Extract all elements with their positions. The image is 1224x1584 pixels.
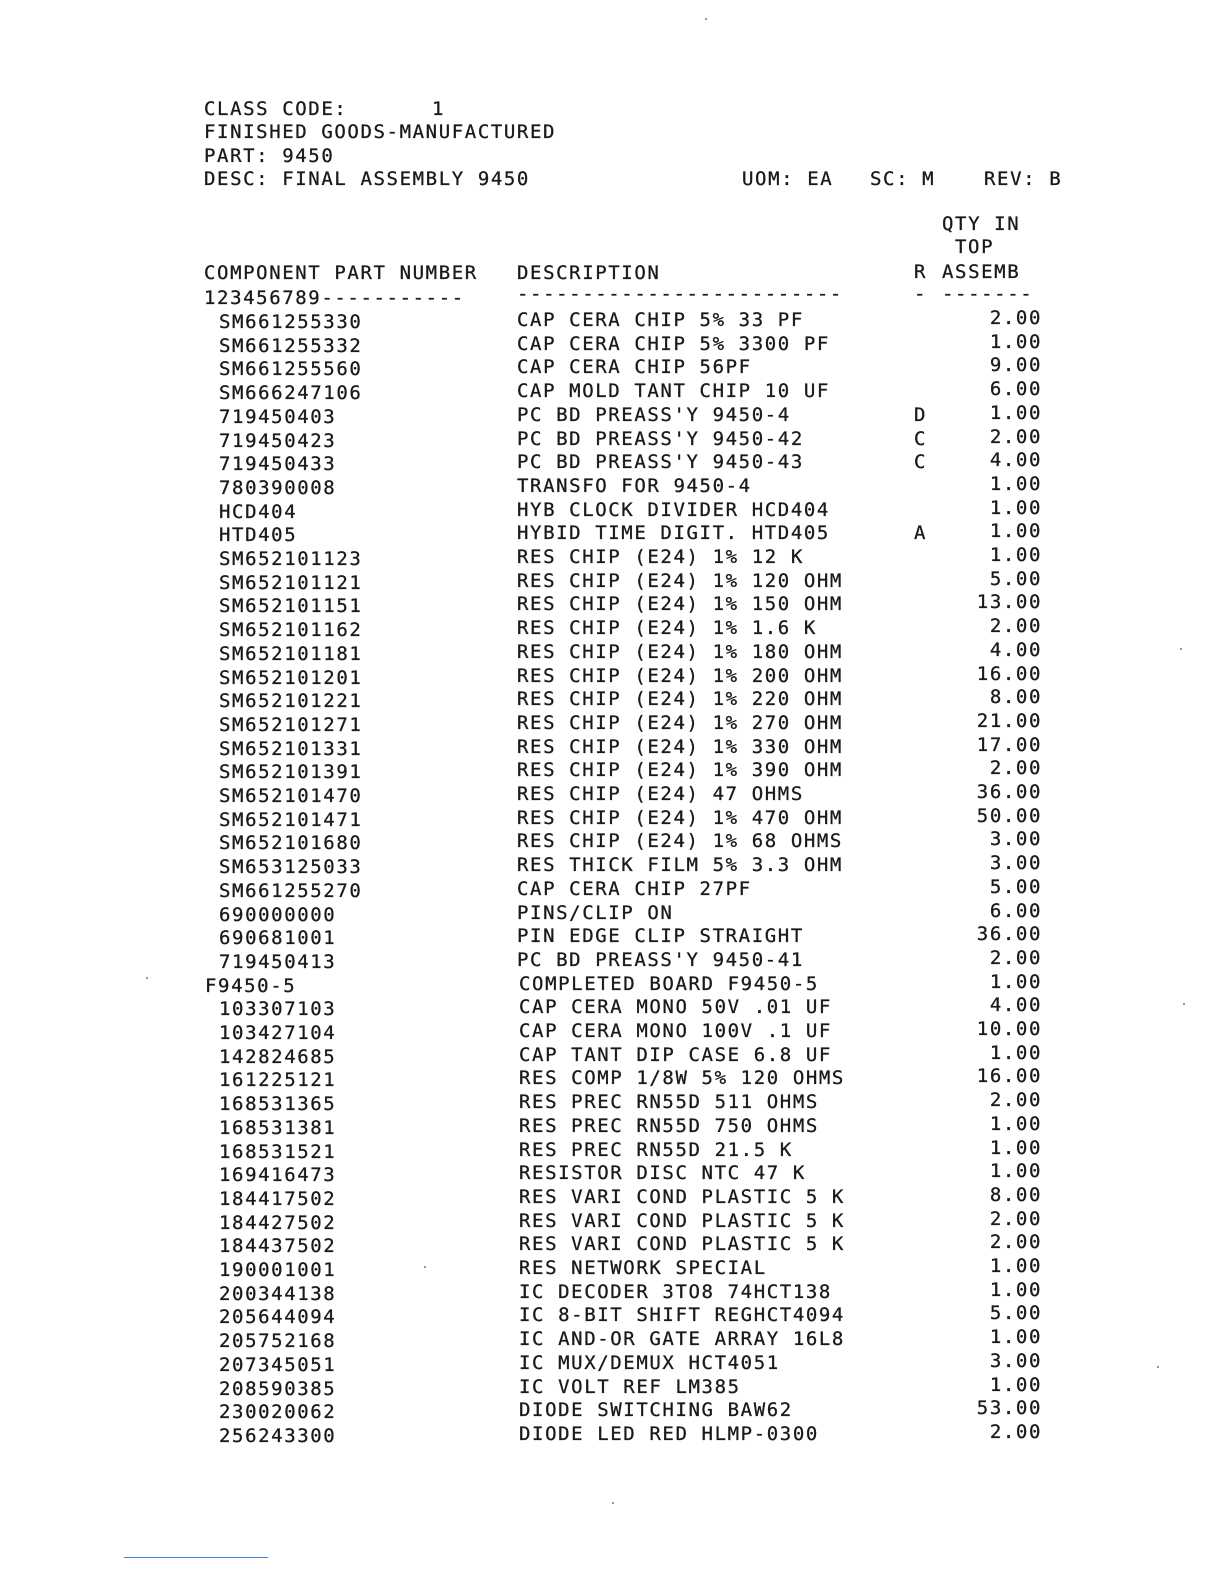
part-number: 168531365 [219,1093,337,1115]
part-number: 161225121 [219,1069,337,1091]
part-description: RES CHIP (E24) 1% 68 OHMS [517,830,843,852]
quantity-value: 6.00 [989,900,1042,922]
scan-speck [146,977,148,979]
part-description: RES CHIP (E24) 47 OHMS [517,783,804,805]
quantity-value: 1.00 [989,497,1042,519]
part-line: PART: 9450 [204,145,335,167]
part-description: CAP MOLD TANT CHIP 10 UF [517,380,830,402]
part-description: RES PREC RN55D 511 OHMS [519,1091,819,1113]
part-description: RES CHIP (E24) 1% 12 K [517,546,804,568]
part-description: HYBID TIME DIGIT. HTD405 [517,522,830,544]
part-number: 690000000 [219,904,337,926]
part-description: HYB CLOCK DIVIDER HCD404 [517,499,830,521]
part-number: 205752168 [219,1330,337,1352]
quantity-value: 1.00 [989,1279,1042,1301]
category-line: FINISHED GOODS-MANUFACTURED [204,121,557,143]
revision-code: D [914,404,928,426]
quantity-value: 1.00 [989,331,1042,353]
quantity-value: 1.00 [989,1160,1042,1182]
part-number: HTD405 [219,524,298,546]
part-number: 103307103 [219,998,337,1020]
quantity-value: 1.00 [989,1137,1042,1159]
part-number: 168531381 [219,1117,337,1139]
part-description: PC BD PREASS'Y 9450-4 [517,404,791,426]
quantity-value: 1.00 [989,402,1042,424]
class-code-value: 1 [432,98,446,120]
part-description: CAP CERA MONO 100V .1 UF [519,1020,832,1042]
part-description: RES CHIP (E24) 1% 1.6 K [517,617,817,639]
part-number: SM652101201 [219,667,363,689]
part-description: RES VARI COND PLASTIC 5 K [519,1186,845,1208]
revision-code: A [914,522,928,544]
quantity-value: 2.00 [989,1089,1042,1111]
part-number: 719450423 [219,430,337,452]
part-description: IC AND-OR GATE ARRAY 16L8 [519,1328,845,1350]
separator-description: ------------------------- [517,283,843,305]
part-number: SM661255332 [219,335,363,357]
separator-component: 123456789----------- [204,287,465,309]
part-description: RESISTOR DISC NTC 47 K [519,1162,806,1184]
scan-speck [424,1266,426,1268]
r-header: R [914,261,928,283]
part-description: RES PREC RN55D 21.5 K [519,1139,793,1161]
part-number: 205644094 [219,1306,337,1328]
part-description: PC BD PREASS'Y 9450-43 [517,451,804,473]
quantity-value: 17.00 [976,734,1042,756]
quantity-value: 3.00 [989,852,1042,874]
part-description: CAP CERA CHIP 5% 33 PF [517,309,804,331]
quantity-value: 36.00 [976,781,1042,803]
quantity-value: 16.00 [976,1065,1042,1087]
part-number: 690681001 [219,927,337,949]
part-number: HCD404 [219,501,298,523]
part-description: IC MUX/DEMUX HCT4051 [519,1352,780,1374]
part-description: RES NETWORK SPECIAL [519,1257,767,1279]
part-description: CAP TANT DIP CASE 6.8 UF [519,1044,832,1066]
quantity-value: 2.00 [989,757,1042,779]
part-number: 719450433 [219,453,337,475]
revision-code: C [914,428,928,450]
quantity-value: 10.00 [976,1018,1042,1040]
part-number: 103427104 [219,1022,337,1044]
quantity-value: 2.00 [989,947,1042,969]
quantity-value: 1.00 [989,544,1042,566]
quantity-value: 4.00 [989,639,1042,661]
part-description: RES CHIP (E24) 1% 470 OHM [517,807,843,829]
part-description: CAP CERA CHIP 27PF [517,878,752,900]
part-description: RES CHIP (E24) 1% 180 OHM [517,641,843,663]
quantity-value: 1.00 [989,1326,1042,1348]
part-number: SM652101331 [219,738,363,760]
quantity-value: 5.00 [989,568,1042,590]
quantity-value: 36.00 [976,923,1042,945]
component-header: COMPONENT PART NUMBER [204,262,478,284]
quantity-value: 13.00 [976,591,1042,613]
desc-line: DESC: FINAL ASSEMBLY 9450 [204,168,530,190]
uom-field: UOM: EA [742,168,834,190]
part-number: 184427502 [219,1212,337,1234]
part-number: 256243300 [219,1425,337,1447]
part-description: RES PREC RN55D 750 OHMS [519,1115,819,1137]
quantity-value: 1.00 [989,520,1042,542]
part-number: SM661255270 [219,880,363,902]
scan-speck [1180,648,1182,650]
qty-header-line2: TOP [955,236,995,258]
part-number: SM652101162 [219,619,363,641]
scan-speck [705,18,707,20]
part-number: SM652101221 [219,690,363,712]
part-description: RES CHIP (E24) 1% 330 OHM [517,736,843,758]
quantity-value: 4.00 [989,449,1042,471]
quantity-value: 1.00 [989,1255,1042,1277]
part-number: 207345051 [219,1354,337,1376]
scan-speck [1183,1003,1185,1005]
description-header: DESCRIPTION [517,262,661,284]
separator-qty: ------- [942,283,1034,305]
part-number: SM652101471 [219,809,363,831]
part-number: 208590385 [219,1378,337,1400]
part-number: F9450-5 [205,975,297,997]
part-number: 230020062 [219,1401,337,1423]
part-number: SM661255560 [219,358,363,380]
part-description: IC VOLT REF LM385 [519,1376,741,1398]
part-number: SM652101271 [219,714,363,736]
qty-header-line1: QTY IN [942,213,1021,235]
part-number: SM652101121 [219,572,363,594]
part-description: DIODE SWITCHING BAW62 [519,1399,793,1421]
part-description: COMPLETED BOARD F9450-5 [519,973,819,995]
quantity-value: 3.00 [989,1350,1042,1372]
part-description: PC BD PREASS'Y 9450-41 [517,949,804,971]
quantity-value: 9.00 [989,354,1042,376]
part-number: SM652101123 [219,548,363,570]
separator-r: - [914,283,928,305]
part-number: 184437502 [219,1235,337,1257]
part-description: CAP CERA CHIP 5% 3300 PF [517,333,830,355]
quantity-value: 2.00 [989,1231,1042,1253]
part-description: RES VARI COND PLASTIC 5 K [519,1233,845,1255]
part-description: RES CHIP (E24) 1% 150 OHM [517,593,843,615]
part-description: RES CHIP (E24) 1% 120 OHM [517,570,843,592]
quantity-value: 53.00 [976,1397,1042,1419]
quantity-value: 2.00 [989,426,1042,448]
part-description: DIODE LED RED HLMP-0300 [519,1423,819,1445]
quantity-value: 3.00 [989,828,1042,850]
quantity-value: 50.00 [976,805,1042,827]
quantity-value: 6.00 [989,378,1042,400]
quantity-value: 2.00 [989,615,1042,637]
quantity-value: 21.00 [976,710,1042,732]
part-number: 169416473 [219,1164,337,1186]
quantity-value: 2.00 [989,1421,1042,1443]
bottom-rule [124,1557,268,1558]
rev-field: REV: B [984,168,1063,190]
quantity-value: 5.00 [989,876,1042,898]
part-number: SM652101470 [219,785,363,807]
part-number: 200344138 [219,1283,337,1305]
quantity-value: 5.00 [989,1302,1042,1324]
revision-code: C [914,451,928,473]
part-number: 719450403 [219,406,337,428]
scan-speck [612,1502,614,1504]
part-number: 780390008 [219,477,337,499]
part-description: RES CHIP (E24) 1% 220 OHM [517,688,843,710]
part-number: SM652101181 [219,643,363,665]
quantity-value: 1.00 [989,971,1042,993]
quantity-value: 8.00 [989,1184,1042,1206]
quantity-value: 2.00 [989,1208,1042,1230]
part-description: RES CHIP (E24) 1% 390 OHM [517,759,843,781]
quantity-value: 8.00 [989,686,1042,708]
part-number: SM652101151 [219,595,363,617]
part-description: RES CHIP (E24) 1% 200 OHM [517,665,843,687]
part-description: RES VARI COND PLASTIC 5 K [519,1210,845,1232]
part-description: RES CHIP (E24) 1% 270 OHM [517,712,843,734]
part-description: PC BD PREASS'Y 9450-42 [517,428,804,450]
part-description: RES COMP 1/8W 5% 120 OHMS [519,1067,845,1089]
part-description: IC 8-BIT SHIFT REGHCT4094 [519,1304,845,1326]
qty-header-line3: ASSEMB [942,261,1021,283]
quantity-value: 1.00 [989,1374,1042,1396]
quantity-value: 2.00 [989,307,1042,329]
part-number: SM652101391 [219,761,363,783]
part-description: PINS/CLIP ON [517,902,674,924]
part-description: CAP CERA MONO 50V .01 UF [519,996,832,1018]
part-description: TRANSFO FOR 9450-4 [517,475,752,497]
part-description: RES THICK FILM 5% 3.3 OHM [517,854,843,876]
class-code-label: CLASS CODE: [204,98,348,120]
part-number: 190001001 [219,1259,337,1281]
part-number: SM653125033 [219,856,363,878]
scan-speck [1157,1366,1159,1368]
part-number: 142824685 [219,1046,337,1068]
part-description: IC DECODER 3TO8 74HCT138 [519,1281,832,1303]
part-number: 168531521 [219,1141,337,1163]
part-number: SM661255330 [219,311,363,333]
part-description: PIN EDGE CLIP STRAIGHT [517,925,804,947]
part-number: SM652101680 [219,832,363,854]
quantity-value: 1.00 [989,1113,1042,1135]
quantity-value: 1.00 [989,1042,1042,1064]
part-number: 719450413 [219,951,337,973]
part-number: SM666247106 [219,382,363,404]
part-number: 184417502 [219,1188,337,1210]
part-description: CAP CERA CHIP 56PF [517,356,752,378]
quantity-value: 1.00 [989,473,1042,495]
quantity-value: 16.00 [976,663,1042,685]
sc-field: SC: M [870,168,936,190]
quantity-value: 4.00 [989,994,1042,1016]
